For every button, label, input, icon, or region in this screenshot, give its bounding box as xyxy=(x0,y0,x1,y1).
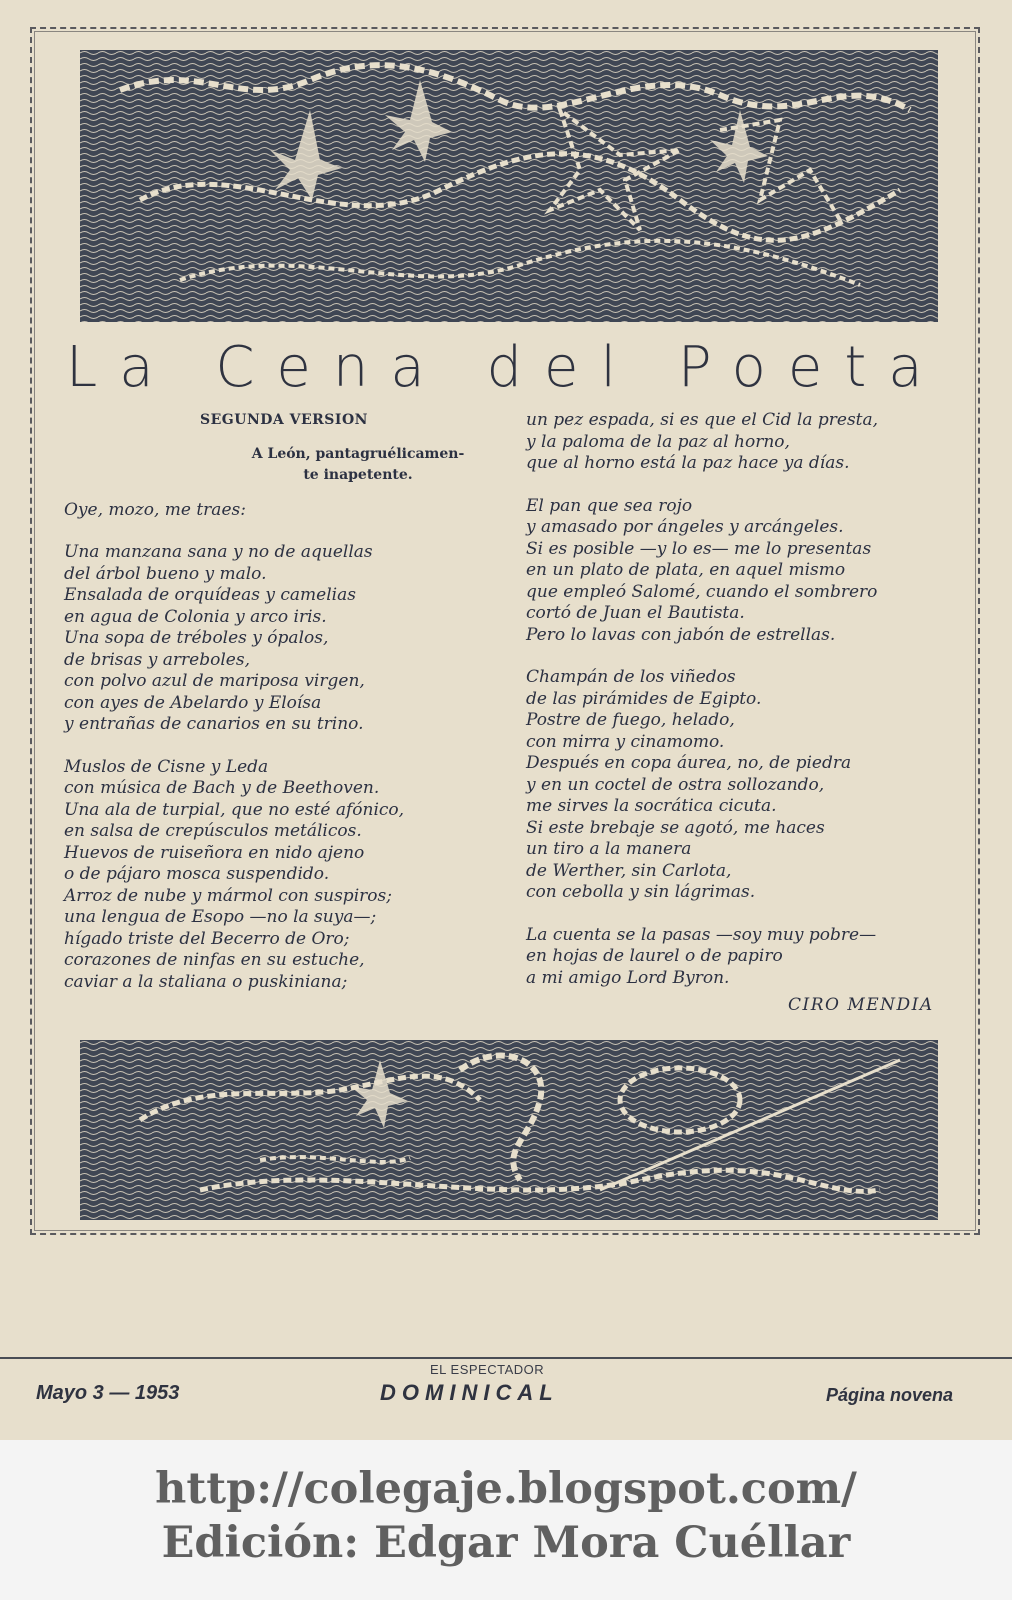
top-illustration xyxy=(80,50,938,322)
poem-line: que al horno está la paz hace ya días. xyxy=(526,453,850,473)
poem-line: en salsa de crepúsculos metálicos. xyxy=(64,821,362,841)
poem-line: Postre de fuego, helado, xyxy=(526,710,735,730)
stanza xyxy=(64,542,504,736)
stanza xyxy=(526,496,956,647)
top-engraving-art xyxy=(80,50,938,322)
poem-line: de brisas y arreboles, xyxy=(64,649,250,670)
poem-line: Champán de los viñedos xyxy=(526,667,736,687)
credits-url: http://colegaje.blogspot.com/ xyxy=(155,1464,857,1514)
dedication-line: te inapetente. xyxy=(303,466,413,483)
poem-line: y la paloma de la paz al horno, xyxy=(526,431,790,452)
poem-line: Si este brebaje se agotó, me haces xyxy=(526,817,825,838)
stanza xyxy=(64,757,504,994)
poem-line: y amasado por ángeles y arcángeles. xyxy=(526,517,844,537)
poem-subtitle: SEGUNDA VERSION xyxy=(200,412,368,428)
publisher-name: DOMINICAL xyxy=(380,1380,559,1405)
poem-right-column xyxy=(526,410,956,1010)
stanza xyxy=(526,925,956,990)
poem-line: Una manzana sana y no de aquellas xyxy=(64,542,373,562)
poem-line: del árbol bueno y malo. xyxy=(64,563,267,584)
poem-dedication xyxy=(228,444,488,486)
poem-line: con mirra y cinamomo. xyxy=(526,731,725,752)
poem-left-column xyxy=(64,410,504,1014)
poem-line: Una ala de turpial, que no esté afónico, xyxy=(64,799,405,820)
poem-line: una lengua de Esopo —no la suya—; xyxy=(64,907,377,927)
poem-line: y entrañas de canarios en su trino. xyxy=(64,714,364,734)
author-signature: CIRO MENDIA xyxy=(788,995,934,1015)
poem-line: de Werther, sin Carlota, xyxy=(526,860,732,881)
stanza xyxy=(64,500,504,522)
poem-line: o de pájaro mosca suspendido. xyxy=(64,864,330,884)
poem-line: a mi amigo Lord Byron. xyxy=(526,967,730,988)
page-number: Página novena xyxy=(826,1385,954,1405)
issue-date: Mayo 3 — 1953 xyxy=(36,1382,180,1404)
poem-line: Si es posible —y lo es— me lo presentas xyxy=(526,538,872,559)
poem-line: un pez espada, si es que el Cid la presta, xyxy=(526,410,879,430)
poem-line: La cuenta se la pasas —soy muy pobre— xyxy=(526,924,877,945)
poem-line: en agua de Colonia y arco iris. xyxy=(64,606,327,627)
poem-line: con cebolla y sin lágrimas. xyxy=(526,882,756,902)
dedication-line: A León, pantagruélicamen- xyxy=(251,445,465,462)
poem-line: Arroz de nube y mármol con suspiros; xyxy=(64,885,392,906)
poem-line: Muslos de Cisne y Leda xyxy=(64,756,269,777)
poem-line: me sirves la socrática cicuta. xyxy=(526,796,777,816)
poem-line: caviar a la staliana o puskiniana; xyxy=(64,971,348,992)
poem-line: Oye, mozo, me traes: xyxy=(64,499,246,520)
poem-line: en hojas de laurel o de papiro xyxy=(526,946,783,966)
poem-line: Ensalada de orquídeas y camelias xyxy=(64,585,356,605)
stanza xyxy=(526,667,956,904)
poem-line: El pan que sea rojo xyxy=(526,495,693,516)
poem-line: de las pirámides de Egipto. xyxy=(526,688,762,709)
credits-banner xyxy=(0,1440,1012,1600)
poem-line: Huevos de ruiseñora en nido ajeno xyxy=(64,842,365,863)
poem-line: con polvo azul de mariposa virgen, xyxy=(64,671,365,691)
credits-edition: Edición: Edgar Mora Cuéllar xyxy=(161,1518,851,1568)
left-stanzas xyxy=(64,500,504,994)
poem-line: Pero lo lavas con jabón de estrellas. xyxy=(526,624,836,645)
stanza xyxy=(526,410,956,475)
poem-line: en un plato de plata, en aquel mismo xyxy=(526,560,846,580)
bottom-engraving-art xyxy=(80,1040,938,1220)
poem-line: hígado triste del Becerro de Oro; xyxy=(64,928,350,949)
poem-line: corazones de ninfas en su estuche, xyxy=(64,950,365,970)
publisher-name-small: EL ESPECTADOR xyxy=(430,1362,545,1377)
poem-line: con música de Bach y de Beethoven. xyxy=(64,778,380,798)
right-stanzas xyxy=(526,410,956,989)
poem-line: Después en copa áurea, no, de piedra xyxy=(526,753,852,773)
poem-line: y en un coctel de ostra sollozando, xyxy=(526,774,825,795)
poem-line: Una sopa de tréboles y ópalos, xyxy=(64,628,329,648)
poem-title: La Cena del Poeta xyxy=(66,335,945,400)
poem-line: cortó de Juan el Bautista. xyxy=(526,603,745,623)
footer-rule xyxy=(0,1357,1012,1359)
bottom-illustration xyxy=(80,1040,938,1220)
poem-line: un tiro a la manera xyxy=(526,839,692,859)
poem-line: con ayes de Abelardo y Eloísa xyxy=(64,692,322,713)
poem-line: que empleó Salomé, cuando el sombrero xyxy=(526,581,878,602)
